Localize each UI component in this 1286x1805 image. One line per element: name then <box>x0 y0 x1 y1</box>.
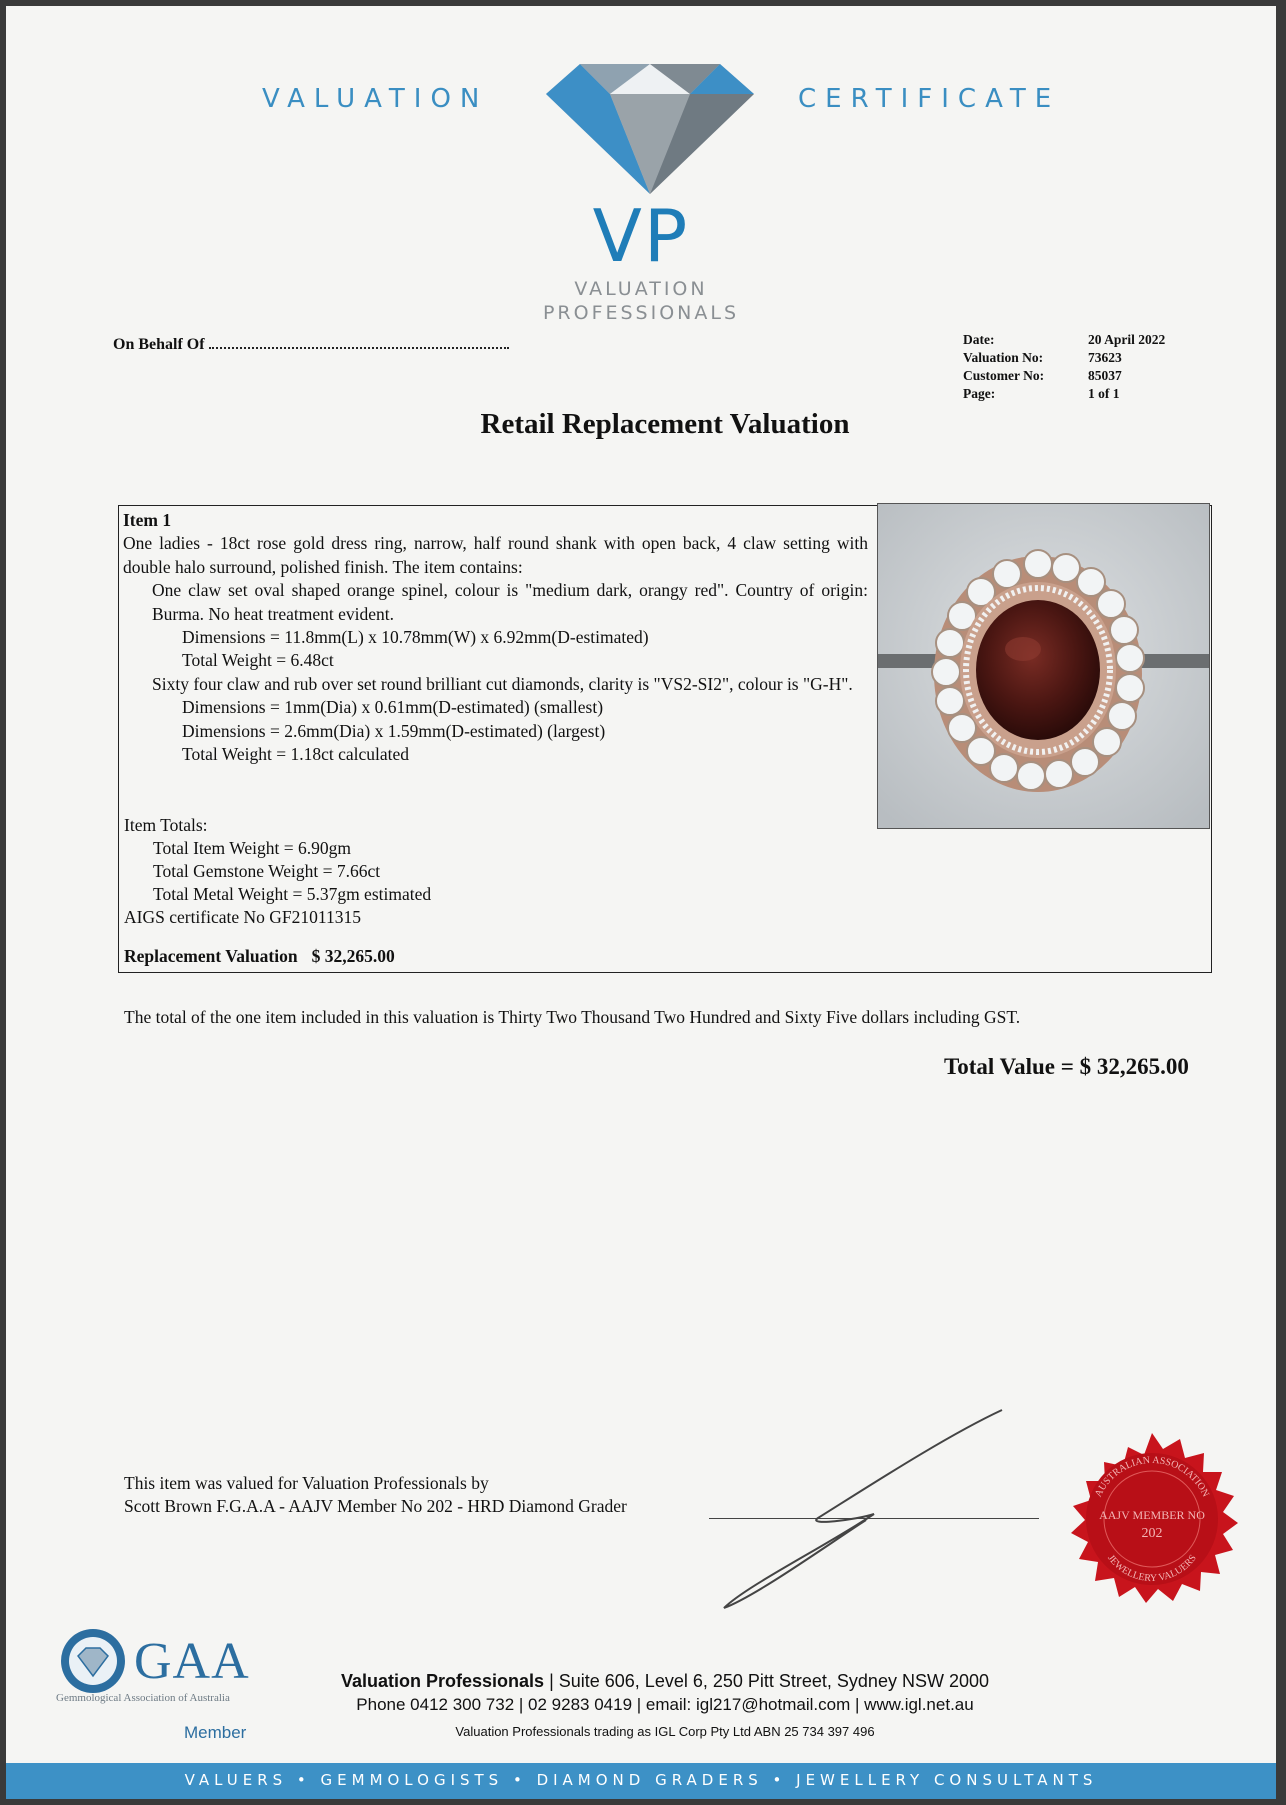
total-value: Total Value = $ 32,265.00 <box>944 1054 1189 1079</box>
meta-row <box>963 385 1165 403</box>
totals-heading: Item Totals: <box>124 815 208 835</box>
item-heading: Item 1 <box>123 510 172 530</box>
header-certificate-word: CERTIFICATE <box>798 84 1061 114</box>
aajv-seal-icon <box>1062 1431 1242 1611</box>
diamond-weight: Total Weight = 1.18ct calculated <box>182 744 410 765</box>
seal-bottom-text: JEWELLERY VALUERS <box>1105 1552 1199 1585</box>
meta-block <box>963 331 1165 403</box>
certificate-sheet <box>6 6 1276 1799</box>
footer-services: VALUERS • GEMMOLOGISTS • DIAMOND GRADERS • JEWELLERY CONSULTANTS <box>184 1771 1098 1789</box>
aigs-certificate: AIGS certificate No GF21011315 <box>124 907 362 927</box>
seal-center-2: 202 <box>1141 1526 1163 1541</box>
meta-value: 20 April 2022 <box>1088 332 1166 347</box>
meta-label: Customer No: <box>963 368 1045 383</box>
replacement-label: Replacement Valuation <box>124 946 298 966</box>
item-description: One ladies - 18ct rose gold dress ring, narrow, half round shank with open back, 4 claw setting with double halo surround, polished finish. The item contains: <box>123 533 868 577</box>
logo-vp-letters: VP <box>592 194 690 278</box>
meta-label: Valuation No: <box>963 350 1044 365</box>
spinel-weight: Total Weight = 6.48ct <box>182 650 334 671</box>
on-behalf-blank <box>209 334 509 349</box>
meta-label: Date: <box>963 332 995 347</box>
company-name: Valuation Professionals <box>341 1671 545 1691</box>
replacement-valuation <box>124 946 395 967</box>
logo-sub-professionals: PROFESSIONALS <box>542 302 740 324</box>
total-item-weight: Total Item Weight = 6.90gm <box>153 838 351 858</box>
address-line1 <box>6 1671 1276 1692</box>
diamond-description: Sixty four claw and rub over set round brilliant cut diamonds, clarity is "VS2-SI2", colour is "G-H". <box>152 673 853 694</box>
valuer-line1: This item was valued for Valuation Professionals by <box>124 1473 489 1493</box>
signature-icon <box>706 1396 1006 1616</box>
seal-center-1: AAJV MEMBER NO <box>1099 1508 1205 1522</box>
gaa-member: Member <box>184 1723 247 1742</box>
replacement-value: $ 32,265.00 <box>311 946 395 966</box>
meta-value: 1 of 1 <box>1088 386 1120 401</box>
spinel-description: One claw set oval shaped orange spinel, colour is "medium dark, orangy red". Country of origin: Burma. No heat treatment evident. <box>152 580 868 624</box>
meta-row <box>963 367 1165 385</box>
diamond-dim-small: Dimensions = 1mm(Dia) x 0.61mm(D-estimated) (smallest) <box>182 697 604 718</box>
total-metal-weight: Total Metal Weight = 5.37gm estimated <box>153 884 432 904</box>
meta-label: Page: <box>963 386 996 401</box>
meta-row <box>963 349 1165 367</box>
item-totals <box>124 814 431 929</box>
diamond-dim-large: Dimensions = 2.6mm(Dia) x 1.59mm(D-estimated) (largest) <box>182 720 606 741</box>
total-gem-weight: Total Gemstone Weight = 7.66ct <box>153 861 381 881</box>
meta-row <box>963 331 1165 349</box>
diamond-logo-icon <box>540 58 760 198</box>
page-title: Retail Replacement Valuation <box>480 408 850 440</box>
item-description-block <box>123 509 868 766</box>
abn-line: Valuation Professionals trading as IGL Corp Pty Ltd ABN 25 734 397 496 <box>455 1724 875 1739</box>
logo-sub-valuation: VALUATION <box>574 278 708 300</box>
company-address: | Suite 606, Level 6, 250 Pitt Street, Sydney NSW 2000 <box>544 1671 989 1691</box>
summary-sentence: The total of the one item included in this valuation is Thirty Two Thousand Two Hundred and Sixty Five dollars including GST. <box>124 1007 1021 1027</box>
on-behalf-label: On Behalf Of <box>113 336 205 353</box>
gaa-subtitle: Gemmological Association of Australia <box>56 1692 230 1704</box>
ring-photo <box>877 503 1210 829</box>
meta-value: 73623 <box>1088 350 1122 365</box>
header-valuation-word: VALUATION <box>262 84 489 114</box>
meta-value: 85037 <box>1088 368 1122 383</box>
valuer-line2: Scott Brown F.G.A.A - AAJV Member No 202 - HRD Diamond Grader <box>124 1496 627 1516</box>
on-behalf-field <box>113 334 509 354</box>
valuer-statement <box>124 1472 627 1518</box>
spinel-dimensions: Dimensions = 11.8mm(L) x 10.78mm(W) x 6.92mm(D-estimated) <box>182 627 649 648</box>
footer-band <box>6 1763 1276 1799</box>
gaa-name: GAA <box>134 1633 250 1690</box>
seal-top-text: AUSTRALIAN ASSOCIATION <box>1092 1454 1212 1499</box>
contact-line: Phone 0412 300 732 | 02 9283 0419 | email: igl217@hotmail.com | www.igl.net.au <box>356 1695 974 1714</box>
